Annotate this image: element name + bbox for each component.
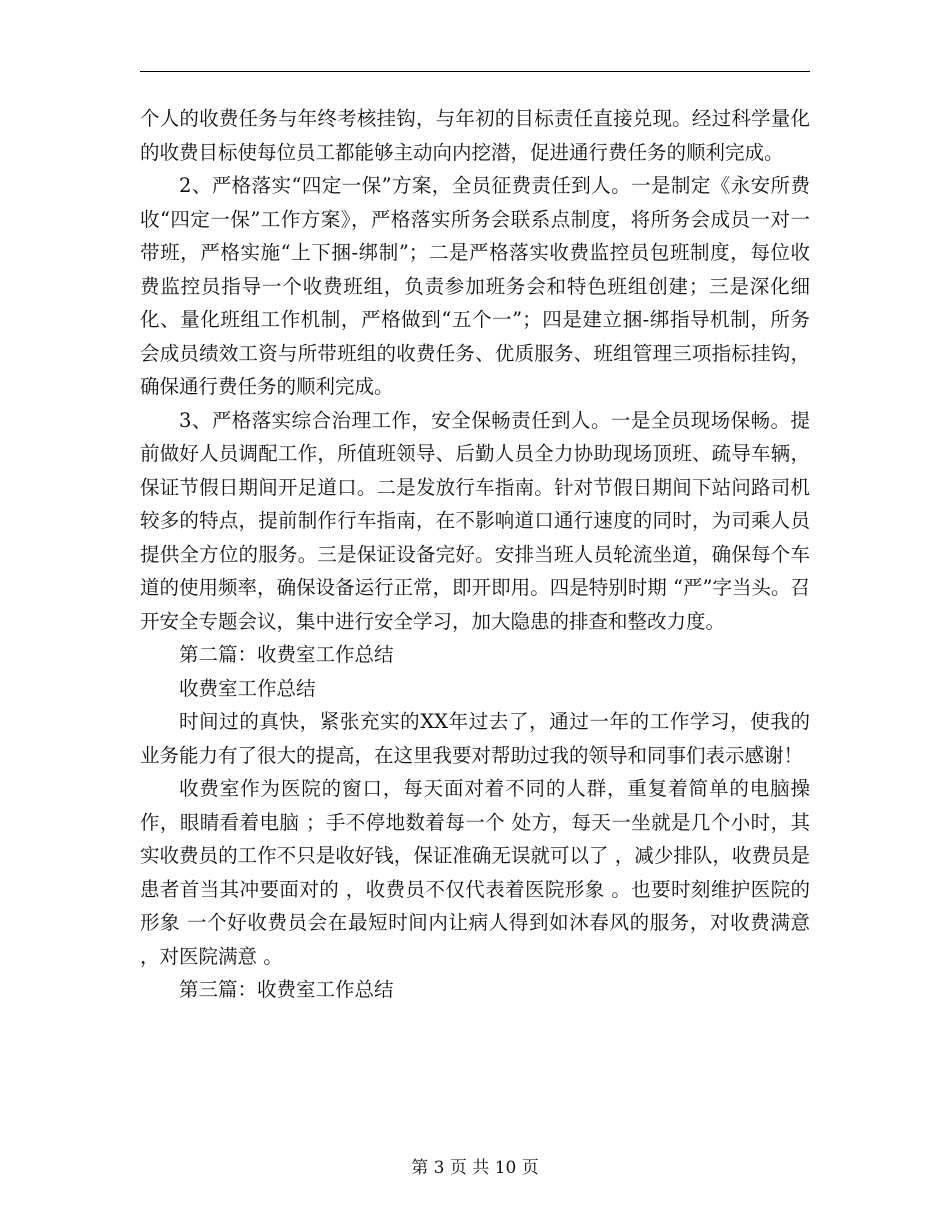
paragraph-item-3: 3、严格落实综合治理工作，安全保畅责任到人。一是全员现场保畅。提前做好人员调配工作，所值班领导、后勤人员全力协助现场顶班、疏导车辆，保证节假日期间开足道口。二是发放行车指南。针对节假日期间下站问路司机较多的特点，提前制作行车指南，在不影响道口通行速度的同时，为司乘人员提供全方位的服务。三是保证设备完好。安排当班人员轮流坐道，确保每个车道的使用频率，确保设备运行正常，即开即用。四是特别时期 “严”字当头。召开安全专题会议，集中进行安全学习，加大隐患的排查和整改力度。 — [140, 408, 810, 633]
paragraph-item-2: 2、严格落实“四定一保”方案，全员征费责任到人。一是制定《永安所费收“四定一保”工作方案》，严格落实所务会联系点制度，将所务会成员一对一带班，严格实施“上下捆-绑制”；二是严格落实收费监控员包班制度，每位收费监控员指导一个收费班组，负责参加班务会和特色班组创建；三是深化细化、量化班组工作机制，严格做到“五个一”；四是建立捆-绑指导机制，所务会成员绩效工资与所带班组的收费任务、优质服务、班组管理三项指标挂钩，确保通行费任务的顺利完成。 — [140, 174, 810, 398]
subtitle: 收费室工作总结 — [179, 676, 316, 700]
body-text — [140, 102, 810, 1007]
page-number-footer: 第 3 页 共 10 页 — [411, 1158, 539, 1178]
paragraph-cashier: 收费室作为医院的窗口，每天面对着不同的人群，重复着简单的电脑操作，眼睛看着电脑 ；手不停地数着每一个 处方，每天一坐就是几个小时，其实收费员的工作不只是收好钱，保证准确无误就可以了 ，减少排队，收费员是患者首当其冲要面对的 ，收费员不仅代表着医院形象 。也要时刻维护医院的形象 一个好收费员会在最短时间内让病人得到如沐春风的服务，对收费满意 ，对医院满意 。 — [140, 777, 810, 968]
paragraph-intro: 时间过的真快，紧张充实的XX年过去了，通过一年的工作学习，使我的业务能力有了很大的提高，在这里我要对帮助过我的领导和同事们表示感谢！ — [140, 710, 810, 767]
header-rule — [140, 71, 810, 72]
paragraph-continuation: 个人的收费任务与年终考核挂钩，与年初的目标责任直接兑现。经过科学量化的收费目标使每位员工都能够主动向内挖潜，促进通行费任务的顺利完成。 — [140, 107, 810, 164]
section-heading-3: 第三篇：收费室工作总结 — [179, 978, 394, 1001]
section-heading-2: 第二篇：收费室工作总结 — [179, 643, 394, 666]
